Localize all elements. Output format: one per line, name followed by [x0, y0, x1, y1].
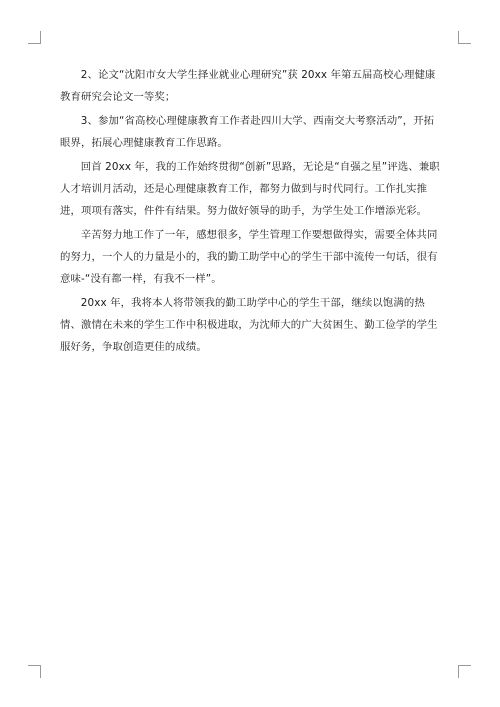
paragraph-year-review: 回首 20xx 年，我的工作始终贯彻“创新”思路，无论是“自强之星”评选、兼职人才培训月活动，还是心理健康教育工作，都努力做到与时代同行。工作扎实推进，项项有落实，件件有结果。努力做好领导的助手，为学生处工作增添光彩。: [60, 161, 440, 217]
crop-mark-top-left: [28, 31, 41, 44]
paragraph-outlook: 20xx 年，我将本人将带领我的勤工助学中心的学生干部，继续以饱满的热情、激情在未来的学生工作中积极进取，为沈师大的广大贫困生、勤工俭学的学生服好务，争取创造更佳的成绩。: [60, 297, 438, 353]
crop-mark-top-right: [458, 31, 471, 44]
crop-mark-bottom-left: [28, 665, 41, 678]
document-body: [60, 64, 444, 358]
paragraph-award-thesis: 2、论文“沈阳市女大学生择业就业心理研究”获 20xx 年第五届高校心理健康教育研究会论文一等奖；: [60, 69, 436, 103]
crop-mark-bottom-right: [458, 665, 471, 678]
paragraph-study-tour: 3、参加“省高校心理健康教育工作者赴四川大学、西南交大考察活动”，开拓眼界，拓展心理健康教育工作思路。: [60, 115, 435, 149]
paragraph-reflection: 辛苦努力地工作了一年，感想很多，学生管理工作要想做得实，需要全体共同的努力，一个人的力量是小的，我的勤工助学中心的学生干部中流传一句话，很有意味-“没有都一样，有我不一样”。: [60, 229, 438, 285]
